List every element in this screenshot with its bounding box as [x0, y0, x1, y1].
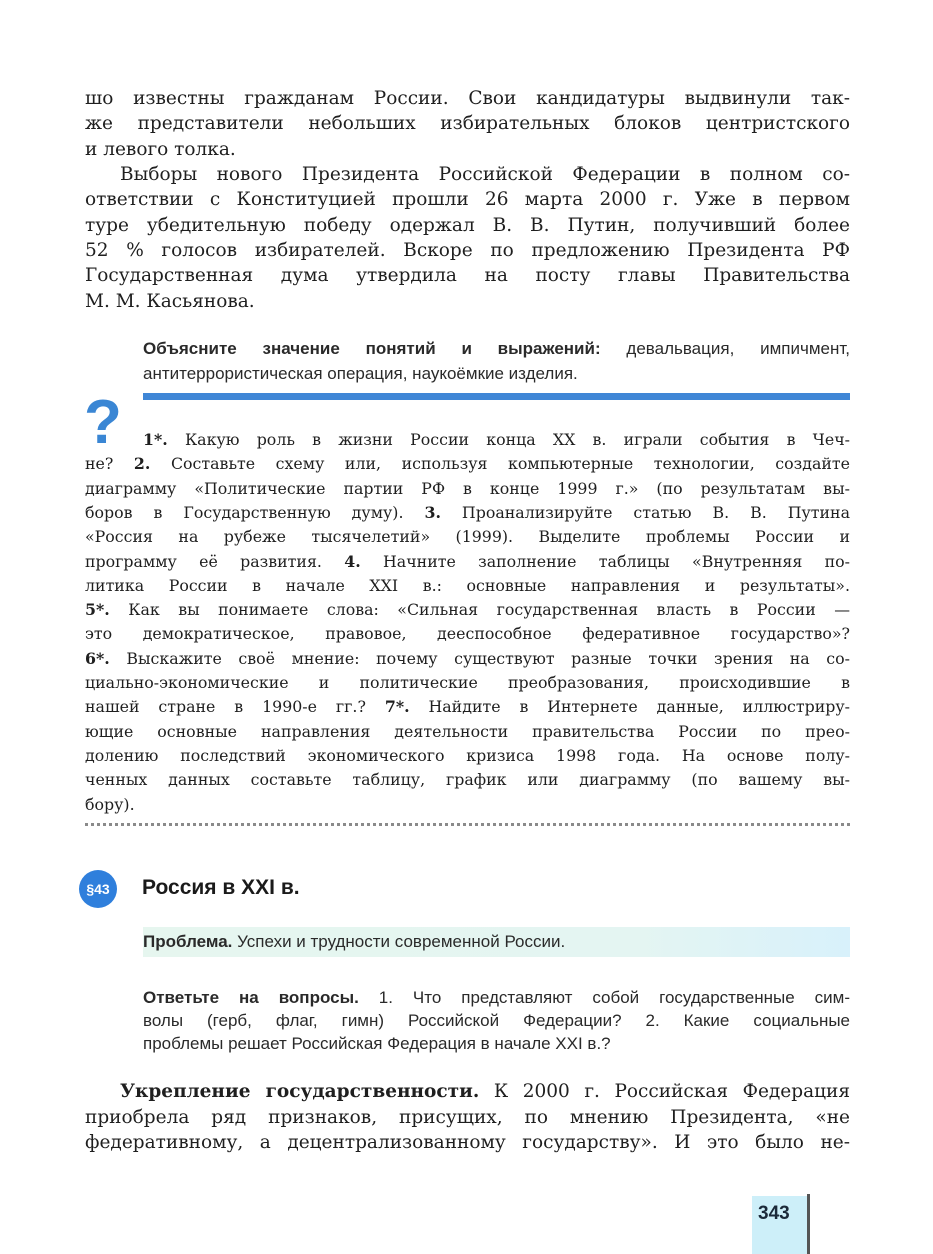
text-run: ченных данных составьте таблицу, график или диаграмму (по вашему вы- — [85, 770, 850, 790]
answer-line — [143, 1011, 850, 1031]
terms-line — [143, 364, 850, 384]
page-number: 343 — [758, 1203, 790, 1224]
para1-line — [85, 113, 850, 134]
bold-run: 3. — [424, 502, 441, 522]
section-title: Россия в XXI в. — [142, 876, 300, 899]
text-run: Какую роль в жизни России конца XX в. играли события в Чеч- — [167, 430, 850, 449]
text-run: Начните заполнение таблицы «Внутренняя по- — [360, 551, 850, 571]
terms-line — [143, 339, 850, 359]
para2-line — [85, 291, 850, 312]
text-run: Проанализируйте статью В. В. Путина — [440, 502, 850, 522]
bold-run: Ответьте на вопросы. — [143, 988, 359, 1007]
divider-bar — [143, 393, 850, 400]
text-run: М. М. Касьянова. — [85, 290, 255, 312]
questions-line — [85, 795, 850, 814]
answer-line — [143, 988, 850, 1008]
text-run: Как вы понимаете слова: «Сильная государственная власть в России — — [109, 600, 850, 620]
text-run: программу её развития. — [85, 551, 345, 571]
questions-line — [85, 770, 850, 789]
para2-line — [85, 215, 850, 236]
text-run: приобрела ряд признаков, присущих, по мнению Президента, «не — [85, 1106, 850, 1128]
text-run: ответствии с Конституцией прошли 26 марта 2000 г. Уже в первом — [85, 189, 850, 211]
questions-line — [85, 576, 850, 595]
para2-line — [85, 265, 850, 286]
text-run: долению последствий экономического кризиса 1998 года. На основе полу- — [85, 745, 850, 765]
text-run: К 2000 г. Российская Федерация — [479, 1081, 850, 1102]
text-run: девальвация, импичмент, — [600, 339, 850, 358]
text-run: ющие основные направления деятельности правительства России по прео- — [85, 721, 850, 741]
para1-line — [85, 88, 850, 109]
questions-line — [85, 624, 850, 643]
text-run: «Россия на рубеже тысячелетий» (1999). Выделите проблемы России и — [85, 527, 850, 547]
text-run: Успехи и трудности современной России. — [232, 932, 566, 951]
questions-line — [85, 673, 850, 692]
bold-run: 2. — [133, 454, 151, 474]
text-run: бору). — [85, 794, 135, 814]
text-run: шо известны гражданам России. Свои кандидатуры выдвинули так- — [85, 88, 850, 109]
text-run: литика России в начале XXI в.: основные направления и результаты». — [85, 575, 850, 595]
text-run: туре убедительную победу одержал В. В. Путин, получивший более — [85, 214, 850, 236]
text-run: проблемы решает Российская Федерация в начале XXI в.? — [143, 1034, 611, 1053]
bold-run: 4. — [344, 551, 361, 571]
questions-line — [85, 552, 850, 571]
text-run: антитеррористическая операция, наукоёмкие изделия. — [143, 363, 578, 383]
text-run: федеративному, а децентрализованному государству». И это было не- — [85, 1132, 850, 1153]
bold-run: 5*. — [85, 600, 110, 620]
bold-run: Объясните значение понятий и выражений: — [143, 339, 601, 358]
questions-line — [85, 454, 850, 473]
bold-run: 7*. — [384, 697, 410, 717]
bold-run: Проблема. — [143, 932, 233, 951]
para3-line — [120, 1081, 850, 1102]
text-run: не? — [85, 454, 134, 474]
text-run: Выскажите своё мнение: почему существуют разные точки зрения на со- — [109, 648, 850, 668]
text-run: нашей стране в 1990-е гг.? — [85, 697, 385, 717]
question-mark-icon: ? — [84, 388, 122, 457]
text-run: это демократическое, правовое, дееспособное федеративное государство»? — [85, 624, 850, 644]
questions-line — [85, 479, 850, 498]
text-run: Найдите в Интернете данные, иллюстриру- — [409, 697, 850, 717]
questions-line — [85, 722, 850, 741]
answer-line — [143, 1034, 850, 1054]
questions-line — [85, 649, 850, 668]
text-run: 1. Что представляют собой государственные сим- — [358, 988, 851, 1007]
text-run: и левого толка. — [85, 138, 236, 160]
questions-line — [85, 697, 850, 716]
questions-line — [85, 503, 850, 522]
bold-run: 1*. — [143, 430, 168, 449]
problem-line — [143, 932, 673, 952]
text-run: Выборы нового Президента Российской Федерации в полном со- — [120, 164, 850, 185]
dotted-divider — [85, 823, 850, 826]
para2-line — [85, 189, 850, 210]
bold-run: 6*. — [85, 648, 110, 668]
text-run: диаграмму «Политические партии РФ в конце 1999 г.» (по результатам вы- — [85, 478, 850, 498]
para3-line — [85, 1107, 850, 1128]
para2-line — [85, 240, 850, 261]
bold-run: Укрепление государственности. — [120, 1081, 480, 1102]
text-run: циально-экономические и политические преобразования, происходившие в — [85, 673, 850, 692]
text-run: волы (герб, флаг, гимн) Российской Федерации? 2. Какие социальные — [143, 1011, 850, 1030]
text-run: же представители небольших избирательных блоков центристского — [85, 113, 850, 135]
text-run: Составьте схему или, используя компьютерные технологии, создайте — [150, 454, 851, 474]
questions-line — [143, 430, 850, 449]
questions-line — [85, 527, 850, 546]
text-run: 52 % голосов избирателей. Вскоре по предложению Президента РФ — [85, 239, 850, 261]
para2-line — [120, 164, 850, 185]
para3-line — [85, 1132, 850, 1153]
para1-line — [85, 139, 850, 160]
questions-line — [85, 746, 850, 765]
text-run: боров в Государственную думу). — [85, 502, 425, 522]
page-edge-rule — [807, 1194, 810, 1254]
section-badge: §43 — [79, 870, 117, 908]
text-run: Государственная дума утвердила на посту главы Правительства — [85, 265, 850, 287]
questions-line — [85, 600, 850, 619]
